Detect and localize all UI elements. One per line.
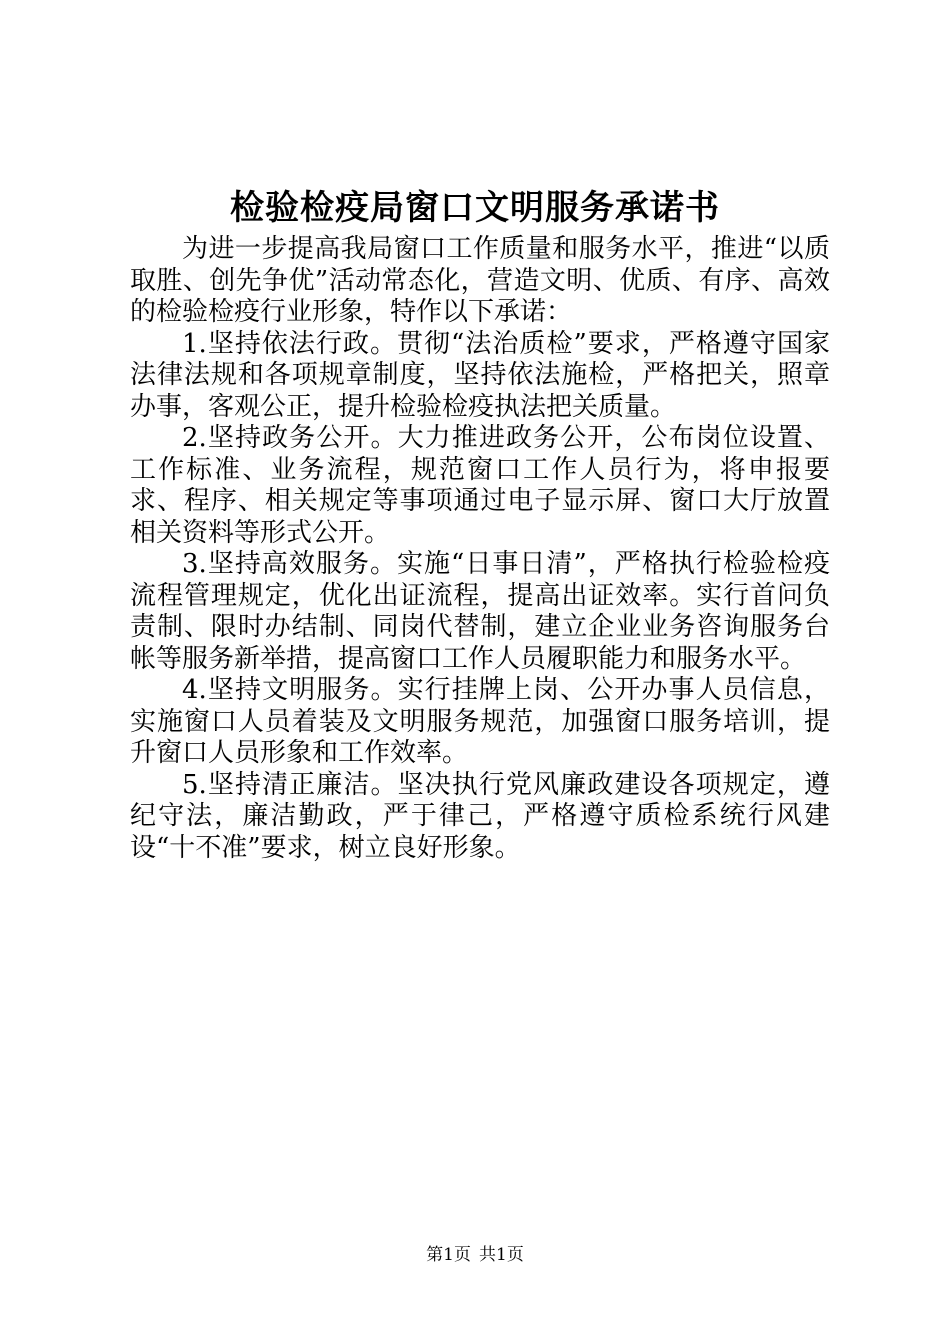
page-footer xyxy=(0,1243,950,1267)
commitment-paragraph-3: 3.坚持高效服务。实施“日事日清”，严格执行检验检疫流程管理规定，优化出证流程，提高出证效率。实行首问负责制、限时办结制、同岗代替制，建立企业业务咨询服务台帐等服务新举措，提高窗口工作人员履职能力和服务水平。 xyxy=(130,549,830,674)
page-total: 共1页 xyxy=(479,1245,524,1265)
document-title: 检验检疫局窗口文明服务承诺书 xyxy=(230,188,720,228)
document-body xyxy=(130,234,830,864)
commitment-paragraph-1: 1.坚持依法行政。贯彻“法治质检”要求，严格遵守国家法律法规和各项规章制度，坚持依法施检，严格把关，照章办事，客观公正，提升检验检疫执法把关质量。 xyxy=(130,328,830,422)
commitment-paragraph-4: 4.坚持文明服务。实行挂牌上岗、公开办事人员信息，实施窗口人员着装及文明服务规范，加强窗口服务培训，提升窗口人员形象和工作效率。 xyxy=(130,675,830,768)
page-number: 第1页 xyxy=(426,1245,471,1265)
commitment-paragraph-5: 5.坚持清正廉洁。坚决执行党风廉政建设各项规定，遵纪守法，廉洁勤政，严于律己，严格遵守质检系统行风建设“十不准”要求，树立良好形象。 xyxy=(130,769,830,863)
commitment-paragraph-2: 2.坚持政务公开。大力推进政务公开，公布岗位设置、工作标准、业务流程，规范窗口工作人员行为，将申报要求、程序、相关规定等事项通过电子显示屏、窗口大厅放置相关资料等形式公开。 xyxy=(130,423,830,548)
intro-paragraph: 为进一步提高我局窗口工作质量和服务水平，推进“以质取胜、创先争优”活动常态化，营造文明、优质、有序、高效的检验检疫行业形象，特作以下承诺： xyxy=(130,234,830,327)
